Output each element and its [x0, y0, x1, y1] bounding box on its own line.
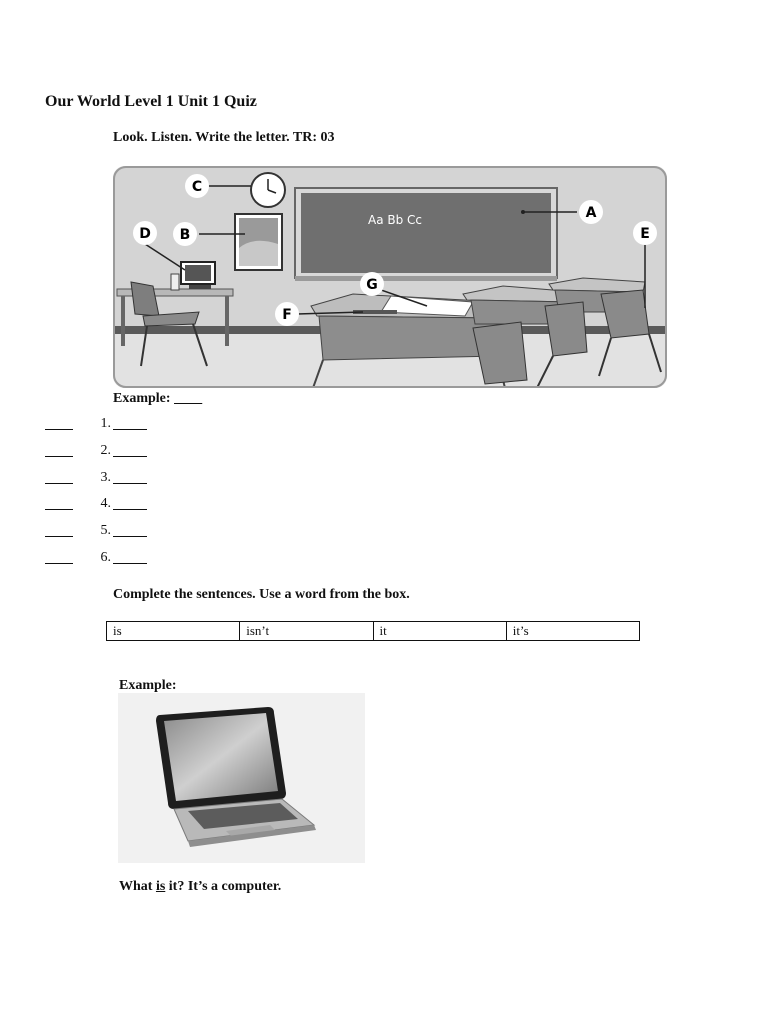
scene-label-b: B: [179, 227, 191, 243]
scene-label-d: D: [139, 226, 151, 242]
board-text: Aa Bb Cc: [367, 213, 423, 227]
example-sentence: [119, 879, 281, 895]
answer-blank[interactable]: [45, 509, 73, 510]
answer-blank[interactable]: [45, 563, 73, 564]
word-blank[interactable]: [113, 483, 147, 484]
page-title: Our World Level 1 Unit 1 Quiz: [45, 93, 257, 110]
scene-label-c: C: [191, 179, 203, 195]
sentence-part1: What: [119, 879, 156, 894]
sentence-answer: is: [155, 879, 166, 894]
word-blank[interactable]: [113, 563, 147, 564]
classroom-illustration: [113, 166, 667, 388]
laptop-image: [118, 693, 365, 863]
scene-label-f: F: [282, 307, 292, 323]
word-cell: it’s: [512, 623, 529, 638]
word-blank[interactable]: [113, 456, 147, 457]
word-box: [106, 621, 640, 641]
item-number: 6.: [100, 550, 111, 565]
word-blank[interactable]: [113, 509, 147, 510]
example-label: Example:: [113, 391, 171, 406]
word-cell: it: [374, 622, 507, 640]
sentence-instruction: Complete the sentences. Use a word from the box.: [113, 587, 410, 602]
listening-instruction: Look. Listen. Write the letter. TR: 03: [113, 130, 335, 145]
answer-blank[interactable]: [45, 429, 73, 430]
word-blank[interactable]: [113, 429, 147, 430]
sentence-part2: it? It’s a computer.: [165, 879, 282, 894]
word-cell: is: [107, 622, 240, 640]
scene-label-e: E: [640, 226, 650, 242]
example-answer-blank: __: [174, 391, 189, 406]
item-number: 1.: [100, 416, 111, 431]
item-number: 4.: [100, 496, 111, 511]
example-line: Example: ____: [113, 391, 203, 406]
answer-blank[interactable]: [45, 483, 73, 484]
answer-blank[interactable]: [45, 536, 73, 537]
example-label-2: Example:: [119, 678, 177, 693]
item-number: 3.: [100, 470, 111, 485]
word-blank[interactable]: [113, 536, 147, 537]
item-number: 2.: [100, 443, 111, 458]
scene-label-g: G: [366, 277, 378, 293]
word-cell: isn’t: [240, 622, 373, 640]
item-number: 5.: [100, 523, 111, 538]
scene-label-a: A: [585, 205, 597, 221]
answer-blank[interactable]: [45, 456, 73, 457]
